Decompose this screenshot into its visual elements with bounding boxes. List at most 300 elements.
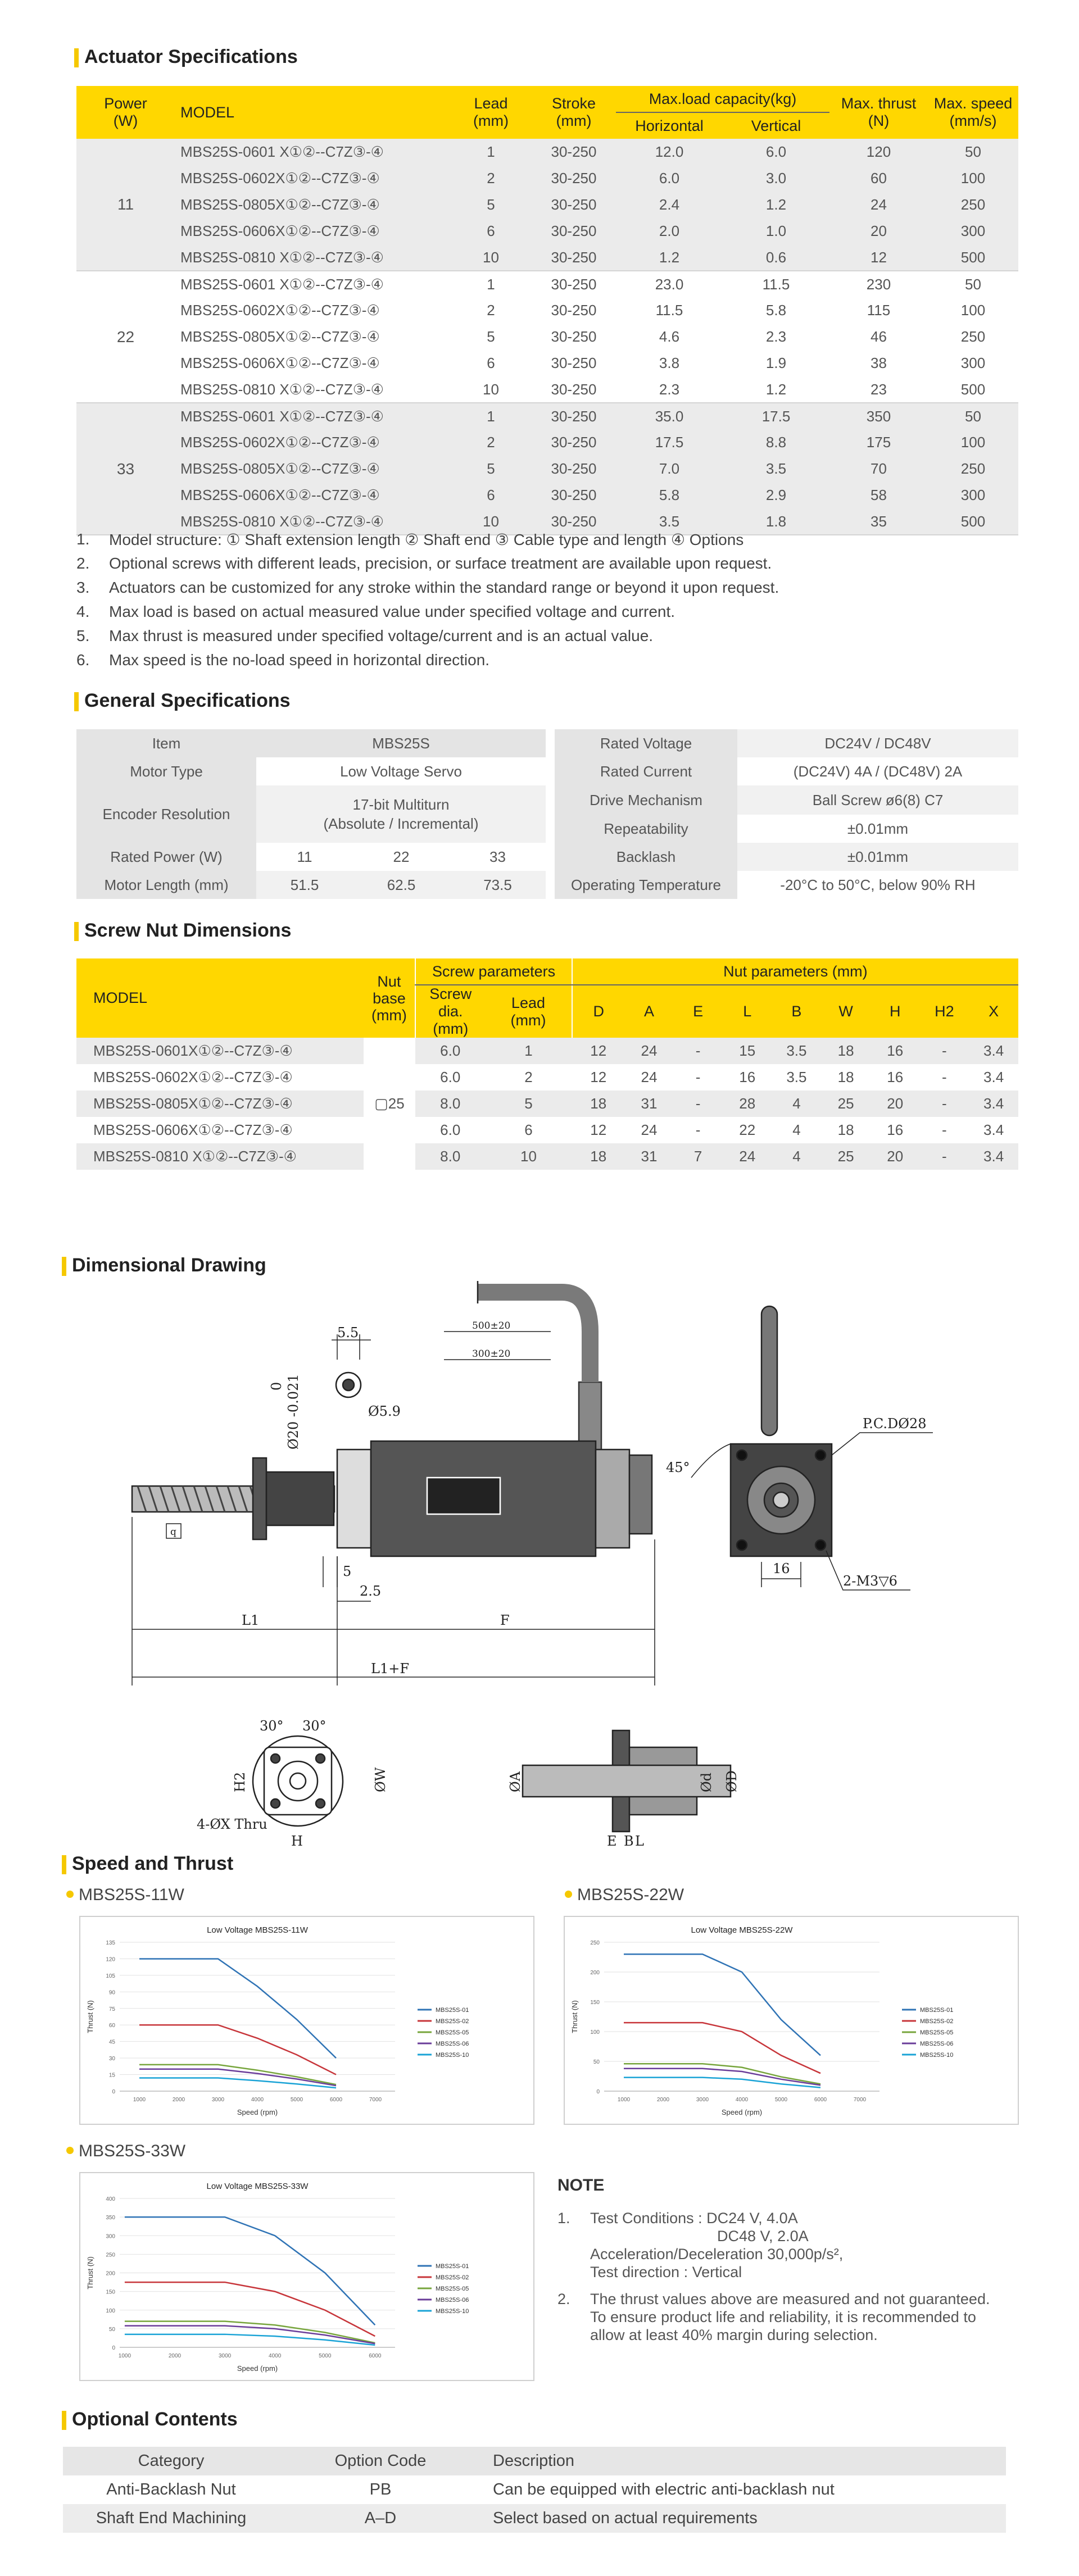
dim-B: B [624,1833,634,1848]
value-cell: 5 [487,460,495,477]
value-cell: 16 [739,1069,756,1085]
y-tick-label: 15 [108,2072,115,2079]
value-cell: 50 [965,275,981,293]
series-line-MBS25S-05 [125,2321,375,2343]
note-2-num: 2. [557,2291,570,2307]
value-cell: 100 [960,302,986,319]
speed-thrust-title: Speed and Thrust [62,1853,233,1875]
x-tick-label: 4000 [735,2097,749,2103]
table-row [63,2475,1006,2504]
y-tick-label: 120 [106,1956,115,1963]
model-cell: MBS25S-0601X①②--C7Z③-④ [93,1042,293,1059]
chart-11w-heading: MBS25S-11W [66,1886,184,1905]
opt-code: A–D [364,2509,397,2527]
note-2-line2: To ensure product life and reliability, it is recommended to [590,2309,976,2325]
general-left-table [76,729,546,899]
chart-33w [79,2172,534,2381]
col-stroke: Stroke (mm) [532,86,616,139]
value-cell: 18 [837,1069,854,1085]
spec-label: Rated Current [555,757,737,785]
value-cell: 30-250 [551,196,597,213]
value-cell: 15 [739,1042,756,1059]
value-cell: 350 [866,407,891,425]
series-line-MBS25S-01 [125,2217,375,2325]
value-cell: 30-250 [551,434,597,451]
value-cell: 30-250 [551,460,597,477]
motor-type-value: Low Voltage Servo [256,757,546,785]
value-cell: 250 [960,460,986,477]
motor-length-11: 51.5 [256,871,353,899]
spec-row [555,757,1018,785]
model-cell: MBS25S-0805X①②--C7Z③-④ [180,196,380,213]
x-tick-label: 1000 [118,2353,132,2359]
value-cell: - [942,1148,947,1165]
opt-category: Anti-Backlash Nut [106,2480,236,2498]
legend-label: MBS25S-10 [920,2052,954,2059]
value-cell: 30-250 [551,328,597,345]
value-cell: 175 [866,434,891,451]
table-row [76,1143,1018,1170]
value-cell: 6 [487,487,495,503]
value-cell: 100 [960,170,986,187]
x-tick-label: 5000 [319,2353,332,2359]
spec-row [555,729,1018,757]
opt-description: Select based on actual requirements [493,2509,758,2527]
dim-F: F [500,1612,510,1628]
dim-5: 5 [343,1564,352,1579]
value-cell: 16 [887,1121,904,1138]
value-cell: 12.0 [655,143,684,160]
value-cell: 300 [960,355,986,371]
encoder-value [256,785,546,843]
model-cell: MBS25S-0810 X①②--C7Z③-④ [175,376,450,403]
dim-4-x-thru: 4-ØX Thru [197,1816,268,1832]
value-cell: 5 [487,328,495,345]
sn-col-lead: Lead (mm) [485,985,572,1038]
note-1-line3: Acceleration/Deceleration 30,000p/s², [590,2246,844,2262]
x-tick-label: 5000 [290,2097,303,2103]
value-cell: 115 [867,302,891,319]
value-cell: 3.4 [983,1148,1004,1165]
y-tick-label: 90 [108,1989,115,1996]
value-cell: 0.6 [723,244,829,271]
spec-value: -20°C to 50°C, below 90% RH [737,871,1018,899]
value-cell: 17.5 [655,434,684,451]
value-cell: 8.0 [440,1095,461,1112]
y-tick-label: 60 [108,2023,115,2029]
motor-type-label: Motor Type [76,757,256,785]
model-cell: MBS25S-0601 X①②--C7Z③-④ [180,407,384,425]
legend-label: MBS25S-05 [436,2029,469,2036]
note-number: 2. [76,555,90,572]
table-row [76,429,1018,456]
dim-L1: L1 [242,1612,260,1628]
x-tick-label: 3000 [218,2353,232,2359]
value-cell: 6 [487,355,495,371]
value-cell: 24 [641,1069,658,1085]
chart-title: Low Voltage MBS25S-11W [207,1925,308,1935]
model-cell: MBS25S-0805X①②--C7Z③-④ [180,328,380,345]
value-cell: 30-250 [551,487,597,503]
y-tick-label: 250 [106,2252,115,2259]
table-row [76,482,1018,508]
sn-col-a: A [625,985,674,1038]
encoder-value-line1: 17-bit Multiturn [352,796,450,813]
value-cell: 3.8 [659,355,680,371]
x-tick-label: 6000 [369,2353,382,2359]
general-right-table [555,729,1018,899]
model-cell: MBS25S-0606X①②--C7Z③-④ [180,355,380,371]
value-cell: 6.0 [440,1121,461,1138]
value-cell: 20 [887,1148,904,1165]
value-cell: 6 [487,222,495,239]
note-number: 5. [76,627,90,644]
dim-30-deg-right: 30° [302,1718,327,1734]
value-cell: 30-250 [551,275,597,293]
x-axis-label: Speed (rpm) [237,2364,278,2373]
value-cell: 10 [450,376,532,403]
value-cell: 10 [450,244,532,271]
item-value: MBS25S [256,729,546,757]
value-cell: 4 [792,1148,801,1165]
x-axis-label: Speed (rpm) [237,2108,278,2116]
chart-33w-heading: MBS25S-33W [66,2142,185,2161]
x-tick-label: 4000 [251,2097,264,2103]
value-cell: - [695,1121,701,1138]
value-cell: 3.5 [765,460,787,477]
chart-title: Low Voltage MBS25S-33W [206,2182,309,2191]
value-cell: 70 [871,460,887,477]
sn-col-d: D [572,985,625,1038]
model-cell: MBS25S-0810 X①②--C7Z③-④ [175,244,450,271]
value-cell: 18 [590,1095,607,1112]
sn-col-model: MODEL [76,958,364,1038]
x-tick-label: 5000 [774,2097,788,2103]
series-line-MBS25S-10 [125,2334,375,2345]
dim-diam-D: ØD [724,1770,740,1792]
value-cell: 1.8 [723,508,829,535]
chart-11w [79,1916,534,2125]
value-cell: 1 [487,143,495,160]
value-cell: 38 [871,355,887,371]
value-cell: 18 [837,1042,854,1059]
col-power: Power (W) [76,86,175,139]
dim-500: 500±20 [472,1320,511,1332]
x-tick-label: 7000 [853,2097,867,2103]
value-cell: 2.4 [659,196,680,213]
value-cell: 50 [965,143,981,160]
value-cell: 30-250 [551,143,597,160]
value-cell: 31 [641,1095,658,1112]
value-cell: 230 [866,275,891,293]
value-cell: 10 [520,1148,537,1165]
value-cell: 3.4 [983,1095,1004,1112]
value-cell: 4.6 [659,328,680,345]
dim-H2: H2 [232,1771,248,1792]
value-cell: 5.8 [659,487,680,503]
table-row [76,456,1018,482]
value-cell: 16 [887,1069,904,1085]
model-cell: MBS25S-0805X①②--C7Z③-④ [180,460,380,477]
y-tick-label: 200 [106,2270,115,2277]
value-cell: 250 [960,196,986,213]
value-cell: 60 [871,170,887,187]
value-cell: 16 [887,1042,904,1059]
table-row [76,1064,1018,1091]
sn-col-b: B [772,985,822,1038]
dim-16: 16 [773,1561,790,1577]
value-cell: 23 [829,376,928,403]
value-cell: 2.3 [616,376,723,403]
value-cell: 2 [524,1069,533,1085]
value-cell: 300 [960,222,986,239]
sn-col-screw-dia: Screw dia. (mm) [415,985,485,1038]
series-line-MBS25S-02 [125,2282,375,2336]
value-cell: 24 [641,1042,658,1059]
table-row [76,165,1018,192]
x-tick-label: 6000 [329,2097,343,2103]
motor-length-33: 73.5 [450,871,546,899]
series-line-MBS25S-01 [624,1954,820,2055]
rated-power-33: 33 [450,843,546,871]
note-item [76,651,779,675]
x-tick-label: 1000 [133,2097,146,2103]
item-label: Item [76,729,256,757]
value-cell: 6.0 [440,1042,461,1059]
value-cell: - [695,1069,701,1085]
y-tick-label: 250 [590,1940,600,1946]
value-cell: 4 [792,1121,801,1138]
spec-label: Rated Voltage [555,729,737,757]
value-cell: 300 [960,487,986,503]
chart-22w-heading: MBS25S-22W [565,1886,684,1905]
value-cell: 3.4 [983,1069,1004,1085]
spec-value: (DC24V) 4A / (DC48V) 2A [737,757,1018,785]
model-cell: MBS25S-0810 X①②--C7Z③-④ [175,508,450,535]
y-axis-label: Thrust (N) [86,2256,94,2289]
value-cell: 5 [487,196,495,213]
y-tick-label: 350 [106,2215,115,2221]
x-axis-label: Speed (rpm) [721,2108,763,2116]
sn-col-nut-params: Nut parameters (mm) [572,958,1018,985]
dim-2-5: 2.5 [360,1583,382,1599]
dim-W: ØW [373,1767,388,1792]
value-cell: 3.5 [786,1042,807,1059]
opt-code: PB [369,2480,392,2498]
x-tick-label: 6000 [814,2097,827,2103]
value-cell: 7.0 [659,460,680,477]
spec-value: ±0.01mm [737,843,1018,871]
legend-label: MBS25S-01 [920,2007,954,2014]
spec-value: ±0.01mm [737,815,1018,843]
value-cell: 1 [487,407,495,425]
sn-col-l: L [723,985,772,1038]
model-cell: MBS25S-0602X①②--C7Z③-④ [93,1069,293,1085]
value-cell: 18 [837,1121,854,1138]
legend-label: MBS25S-06 [436,2041,469,2047]
value-cell: 10 [450,508,532,535]
value-cell: 18 [590,1148,607,1165]
notes-list [76,530,779,675]
value-cell: 30-250 [551,407,597,425]
y-axis-label: Thrust (N) [570,2000,579,2033]
col-model: MODEL [175,86,450,139]
legend-label: MBS25S-01 [436,2007,469,2014]
dim-diam-20: Ø20 -0.021 [285,1374,301,1450]
value-cell: 23.0 [655,275,684,293]
power-cell: 11 [76,139,175,271]
value-cell: 58 [871,487,887,503]
spec-value: DC24V / DC48V [737,729,1018,757]
spec-value: Ball Screw ø6(8) C7 [737,785,1018,815]
y-tick-label: 105 [106,1973,115,1979]
dimensional-drawing [112,1281,989,1848]
value-cell: 2 [487,434,495,451]
legend-label: MBS25S-06 [436,2297,469,2304]
nut-base-cell: ▢25 [364,1038,416,1170]
value-cell: 1.2 [616,244,723,271]
encoder-value-line2: (Absolute / Incremental) [323,815,479,832]
value-cell: 30-250 [532,508,616,535]
dim-q: q [170,1526,176,1538]
y-tick-label: 0 [596,2089,600,2095]
value-cell: 20 [871,222,887,239]
value-cell: 2.9 [765,487,787,503]
motor-length-22: 62.5 [353,871,450,899]
dim-30-deg-left: 30° [260,1718,284,1734]
actuator-spec-table [76,86,1018,535]
value-cell: 250 [960,328,986,345]
y-tick-label: 100 [590,2029,600,2036]
table-row [76,1091,1018,1117]
note-1-line4: Test direction : Vertical [590,2264,742,2280]
table-row [76,139,1018,165]
value-cell: 5 [524,1095,533,1112]
model-cell: MBS25S-0602X①②--C7Z③-④ [180,170,380,187]
sn-col-nut-base: Nut base (mm) [364,958,416,1038]
value-cell: 12 [829,244,928,271]
y-axis-label: Thrust (N) [86,2000,94,2033]
y-tick-label: 400 [106,2196,115,2202]
value-cell: 3.4 [983,1042,1004,1059]
sn-col-x: X [969,985,1018,1038]
value-cell: 8.8 [765,434,787,451]
value-cell: 100 [960,434,986,451]
note-text: Actuators can be customized for any stroke within the standard range or beyond it upon request. [109,579,779,596]
value-cell: 24 [739,1148,756,1165]
table-row [76,324,1018,350]
note-text: Optional screws with different leads, precision, or surface treatment are available upon request. [109,555,772,572]
value-cell: 500 [928,508,1018,535]
value-cell: 30-250 [551,302,597,319]
x-tick-label: 3000 [211,2097,225,2103]
value-cell: 500 [928,376,1018,403]
value-cell: 5.8 [765,302,787,319]
model-cell: MBS25S-0602X①②--C7Z③-④ [180,434,380,451]
dim-45-deg: 45° [666,1460,690,1475]
legend-label: MBS25S-01 [436,2263,469,2270]
y-tick-label: 0 [112,2345,115,2351]
value-cell: 50 [965,407,981,425]
spec-row [555,815,1018,843]
value-cell: 6 [524,1121,533,1138]
y-tick-label: 150 [106,2289,115,2296]
y-tick-label: 100 [106,2307,115,2314]
opt-col-description: Description [493,2452,575,2470]
y-tick-label: 200 [590,1970,600,1976]
note-1-line1: Test Conditions : DC24 V, 4.0A [590,2210,798,2227]
note-number: 1. [76,530,90,548]
screwnut-table [76,958,1018,1170]
value-cell: 20 [887,1095,904,1112]
model-cell: MBS25S-0810 X①②--C7Z③-④ [93,1148,297,1165]
legend-label: MBS25S-02 [436,2018,469,2025]
x-tick-label: 2000 [172,2097,185,2103]
sn-col-w: W [821,985,871,1038]
chart-22w [564,1916,1019,2125]
dim-300: 300±20 [472,1348,511,1360]
x-tick-label: 1000 [617,2097,631,2103]
value-cell: 2 [487,302,495,319]
value-cell: 2 [487,170,495,187]
power-cell: 33 [76,403,175,535]
legend-label: MBS25S-05 [920,2029,954,2036]
model-cell: MBS25S-0606X①②--C7Z③-④ [93,1121,293,1138]
note-item [76,603,779,627]
value-cell: - [942,1042,947,1059]
note-2-line1: The thrust values above are measured and not guaranteed. [590,2291,990,2307]
value-cell: 2.0 [659,222,680,239]
y-tick-label: 50 [593,2059,600,2065]
note-1-line2: DC48 V, 2.0A [717,2228,809,2245]
col-lead: Lead (mm) [450,86,532,139]
sn-col-screw-params: Screw parameters [415,958,572,985]
table-row [76,218,1018,244]
encoder-label: Encoder Resolution [76,785,256,843]
opt-description: Can be equipped with electric anti-backlash nut [493,2480,835,2498]
value-cell: 11.5 [762,275,790,293]
opt-col-code: Option Code [334,2452,427,2470]
dim-E: E [607,1833,617,1848]
value-cell: 35.0 [655,407,684,425]
opt-col-category: Category [138,2452,205,2470]
rated-power-22: 22 [353,843,450,871]
x-tick-label: 2000 [168,2353,182,2359]
value-cell: 12 [590,1121,607,1138]
dim-diam-5-9: Ø5.9 [368,1403,401,1419]
dim-diam-A: ØA [507,1771,523,1792]
note-title: NOTE [557,2176,605,2195]
value-cell: 25 [837,1148,854,1165]
spec-row [555,843,1018,871]
power-cell: 22 [76,271,175,403]
note-1-num: 1. [557,2210,570,2227]
value-cell: - [695,1095,701,1112]
spec-label: Repeatability [555,815,737,843]
value-cell: 12 [590,1042,607,1059]
screwnut-title: Screw Nut Dimensions [74,920,291,942]
note-number: 3. [76,579,90,596]
value-cell: 1.9 [765,355,787,371]
x-tick-label: 2000 [656,2097,670,2103]
y-tick-label: 50 [108,2326,115,2333]
dim-diam-20-zero: 0 [269,1382,284,1391]
value-cell: 6.0 [765,143,787,160]
dim-diam-d: Ød [699,1772,714,1792]
model-cell: MBS25S-0601 X①②--C7Z③-④ [180,143,384,160]
note-number: 4. [76,603,90,620]
dim-5-5: 5.5 [337,1325,359,1341]
